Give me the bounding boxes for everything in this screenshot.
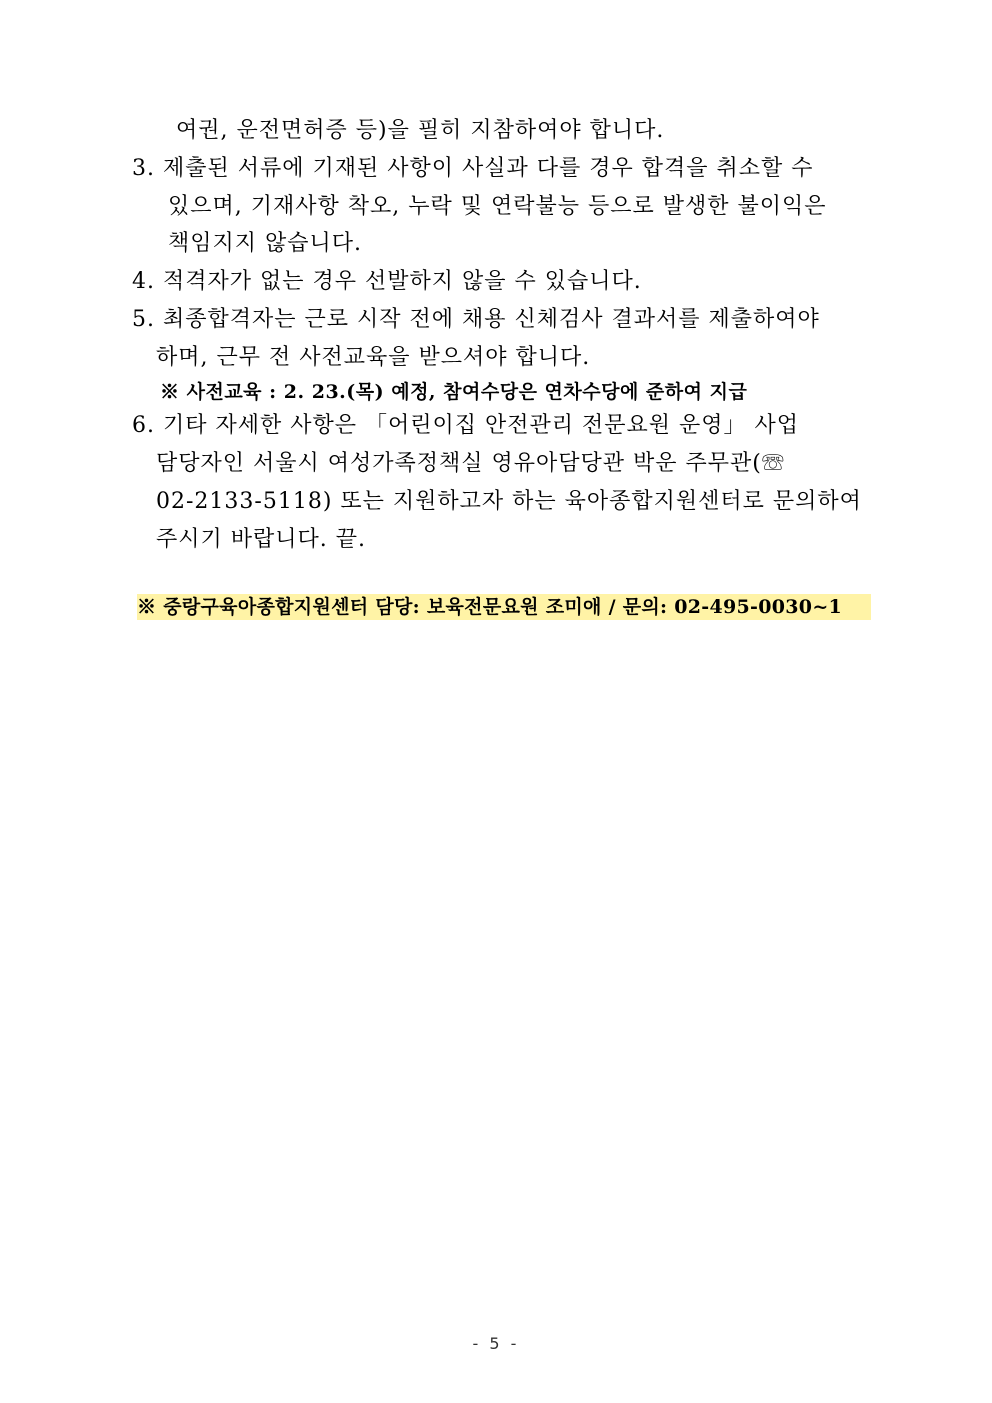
item-3-line-1 bbox=[132, 154, 884, 184]
item-3-text: 3. 제출된 서류에 기재된 사항이 사실과 다를 경우 합격을 취소할 수 bbox=[132, 156, 814, 181]
page-number: - 5 - bbox=[472, 1334, 520, 1353]
item-5-line-1: 5. 최종합격자는 근로 시작 전에 채용 신체검사 결과서를 제출하여야 bbox=[132, 307, 820, 332]
item-5-line-2: 하며, 근무 전 사전교육을 받으셔야 합니다. bbox=[156, 345, 591, 370]
body-line-1: 여권, 운전면허증 등)을 필히 지참하여야 합니다. bbox=[176, 118, 665, 143]
item-6-line-4: 주시기 바랍니다. 끝. bbox=[156, 527, 366, 552]
contact-text: ※ 중랑구육아종합지원센터 담당: 보육전문요원 조미애 / 문의: 02-495-0030~1 bbox=[137, 596, 843, 618]
item-3-line-3: 책임지지 않습니다. bbox=[168, 231, 363, 256]
item-6-line-3: 02-2133-5118) 또는 지원하고자 하는 육아종합지원센터로 문의하여 bbox=[156, 489, 862, 514]
item-4: 4. 적격자가 없는 경우 선발하지 않을 수 있습니다. bbox=[132, 269, 642, 294]
item-3-line-2: 있으며, 기재사항 착오, 누락 및 연락불능 등으로 발생한 불이익은 bbox=[168, 194, 827, 219]
contact-highlight bbox=[137, 594, 871, 620]
item-6-line-1: 6. 기타 자세한 사항은 「어린이집 안전관리 전문요원 운영」 사업 bbox=[132, 413, 799, 438]
item-6-line-2: 담당자인 서울시 여성가족정책실 영유아담당관 박운 주무관(☏ bbox=[156, 451, 785, 476]
pre-training-note: ※ 사전교육 : 2. 23.(목) 예정, 참여수당은 연차수당에 준하여 지급 bbox=[160, 381, 748, 403]
